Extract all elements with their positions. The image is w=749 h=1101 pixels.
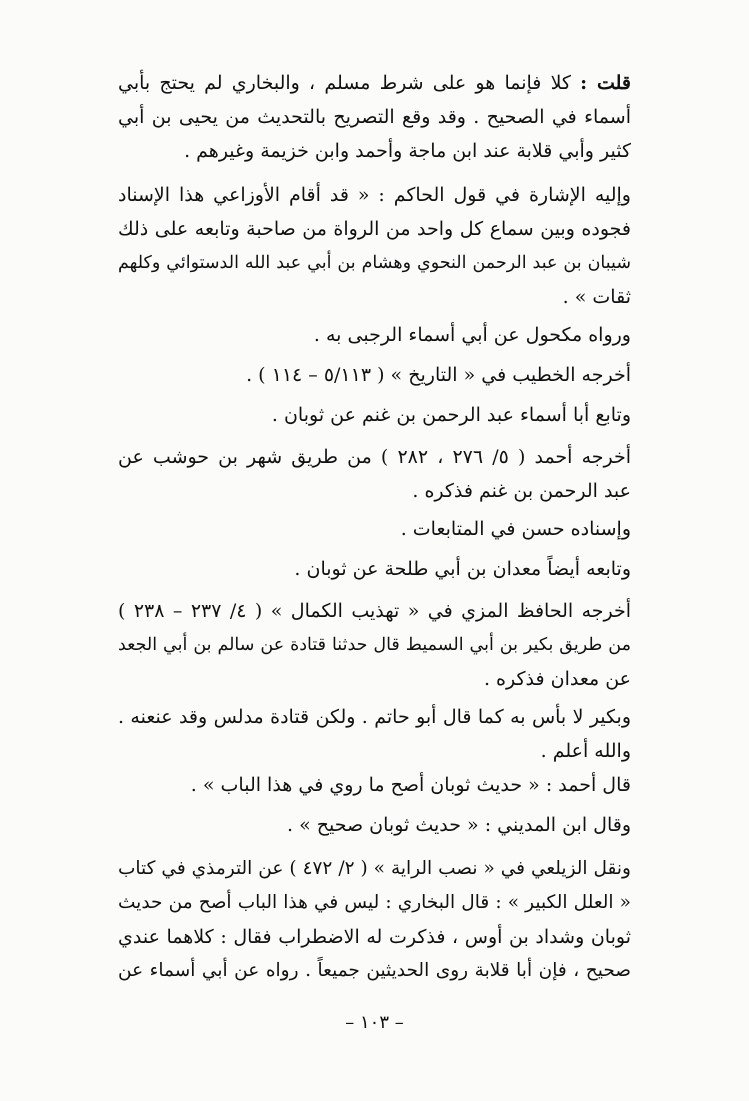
paragraph-2 <box>118 178 631 314</box>
text-line: وإليه الإشارة في قول الحاكم : « قد أقام الأوزاعي هذا الإسناد <box>118 184 631 206</box>
text-line: صحيح ، فإن أبا قلابة روى الحديثين جميعاً . رواه عن أبي أسماء عن <box>118 960 631 981</box>
paragraph-5 <box>118 398 631 432</box>
paragraph-13 <box>118 852 631 988</box>
paragraph-8 <box>118 552 631 586</box>
text-line: ونقل الزيلعي في « نصب الراية » ( ٢/ ٤٧٢ ) عن الترمذي في كتاب <box>118 858 631 879</box>
text-line: فجوده وبين سماع كل واحد من الرواة من صاحبة وتابعه على ذلك <box>118 218 631 240</box>
text-line: أخرجه أحمد ( ٥/ ٢٧٦ ، ٢٨٢ ) من طريق شهر بن حوشب عن <box>118 446 631 468</box>
paragraph-10 <box>118 700 631 768</box>
paragraph-3 <box>118 318 631 352</box>
text-line: عن معدان فذكره . <box>483 668 631 690</box>
text-line: عبد الرحمن بن غنم فذكره . <box>412 480 631 502</box>
page-number: – ١٠٣ – <box>345 1012 404 1033</box>
text-line: وإسناده حسن في المتابعات . <box>400 518 631 540</box>
paragraph-12 <box>118 808 631 842</box>
text-line: قلت : كلا فإنما هو على شرط مسلم ، والبخاري لم يحتج بأبي <box>118 72 631 94</box>
text-line: ثقات » . <box>562 286 631 308</box>
text-line: والله أعلم . <box>540 740 631 762</box>
paragraph-6 <box>118 440 631 508</box>
text-line: وتابع أبا أسماء عبد الرحمن بن غنم عن ثوبان . <box>271 404 631 426</box>
text-line: وبكير لا بأس به كما قال أبو حاتم . ولكن قتادة مدلس وقد عنعنه . <box>118 706 631 728</box>
text-line: من طريق بكير بن أبي السميط قال حدثنا قتادة عن سالم بن أبي الجعد <box>118 635 631 655</box>
text-line: أسماء في الصحيح . وقد وقع التصريح بالتحديث من يحيى بن أبي <box>118 106 631 128</box>
text-line: ورواه مكحول عن أبي أسماء الرجبى به . <box>313 324 631 346</box>
lead-word: قلت : <box>580 72 631 94</box>
paragraph-11 <box>118 768 631 802</box>
paragraph-9 <box>118 594 631 696</box>
text-line: أخرجه الحافظ المزي في « تهذيب الكمال » ( ٤/ ٢٣٧ – ٢٣٨ ) <box>118 600 631 622</box>
text-line: وتابعه أيضاً معدان بن أبي طلحة عن ثوبان . <box>294 558 631 580</box>
paragraph-1 <box>118 66 631 168</box>
text-line: ثوبان وشداد بن أوس ، فذكرت له الاضطراب فقال : كلاهما عندي <box>118 926 631 948</box>
text-line: شيبان بن عبد الرحمن النحوي وهشام بن أبي عبد الله الدستوائي وكلهم <box>118 253 631 273</box>
text-line: وقال ابن المديني : « حديث ثوبان صحيح » . <box>286 814 631 836</box>
paragraph-7 <box>118 512 631 546</box>
text-line: « العلل الكبير » : قال البخاري : ليس في هذا الباب أصح من حديث <box>118 892 631 913</box>
text-line: أخرجه الخطيب في « التاريخ » ( ٥/١١٣ – ١١٤ ) . <box>246 364 631 386</box>
paragraph-4 <box>118 358 631 392</box>
text-line: كثير وأبي قلابة عند ابن ماجة وأحمد وابن خزيمة وغيرهم . <box>184 140 631 162</box>
text-line: قال أحمد : « حديث ثوبان أصح ما روي في هذا الباب » . <box>190 774 631 796</box>
